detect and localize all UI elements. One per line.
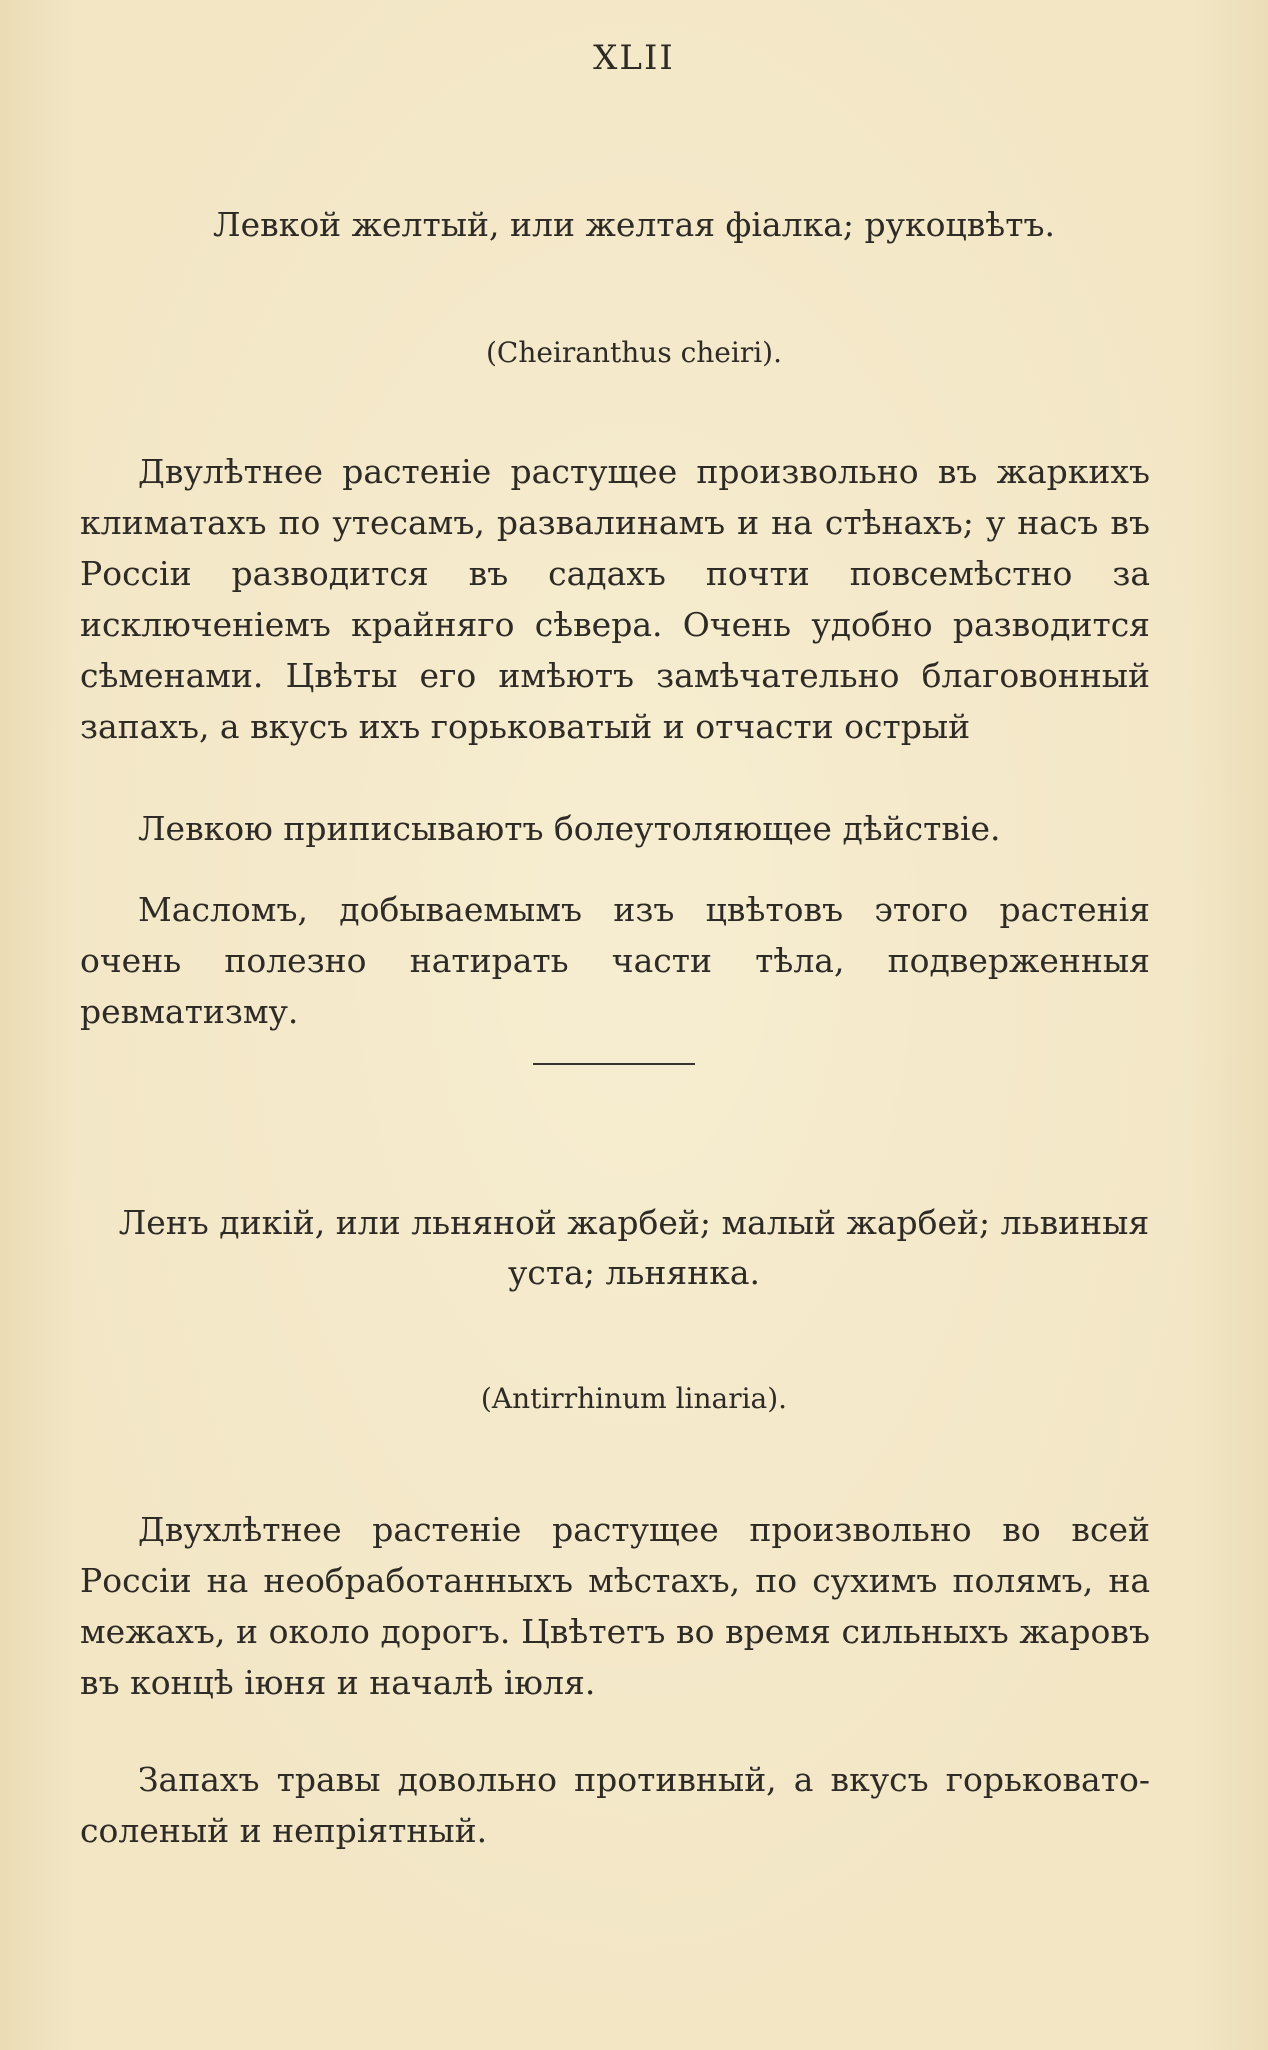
latin-name: (Antirrhinum linaria). — [480, 1382, 788, 1415]
page-number: XLII — [593, 38, 675, 78]
entry-heading-line: Левкой желтый, или желтая фіалка; рукоцвѣтъ. — [213, 205, 1055, 244]
paragraph: Двулѣтнее растеніе растущее произвольно въ жаркихъ климатахъ по утесамъ, развалинамъ и на стѣнахъ; у насъ въ Россіи разводится въ садахъ почти повсемѣстно за исключеніемъ крайняго сѣвера. Очень удобно разводится сѣменами. Цвѣты его имѣютъ замѣчательно благовонный запахъ, а вкусъ ихъ горьковатый и отчасти острый — [80, 452, 1150, 746]
paragraph: Двухлѣтнее растеніе растущее произвольно во всей Россіи на необработанныхъ мѣстахъ, по сухимъ полямъ, на межахъ, и около дорогъ. Цвѣтетъ во время сильныхъ жаровъ въ концѣ іюня и началѣ іюля. — [80, 1510, 1150, 1702]
paragraph: Левкою приписываютъ болеутоляющее дѣйствіе. — [138, 809, 1001, 848]
entry-heading-line: уста; льнянка. — [508, 1253, 760, 1292]
entry-heading — [60, 200, 1208, 250]
paragraph: Масломъ, добываемымъ изъ цвѣтовъ этого растенія очень полезно натирать части тѣла, подверженныя ревматизму. — [80, 890, 1150, 1031]
paragraph: Запахъ травы довольно противный, а вкусъ горьковато-соленый и непріятный. — [80, 1760, 1150, 1850]
section-divider — [533, 1063, 695, 1065]
entry-heading — [60, 1198, 1208, 1298]
entry-heading-line: Ленъ дикій, или льняной жарбей; малый жарбей; львиныя — [118, 1203, 1150, 1242]
latin-name: (Cheiranthus cheiri). — [485, 336, 782, 369]
